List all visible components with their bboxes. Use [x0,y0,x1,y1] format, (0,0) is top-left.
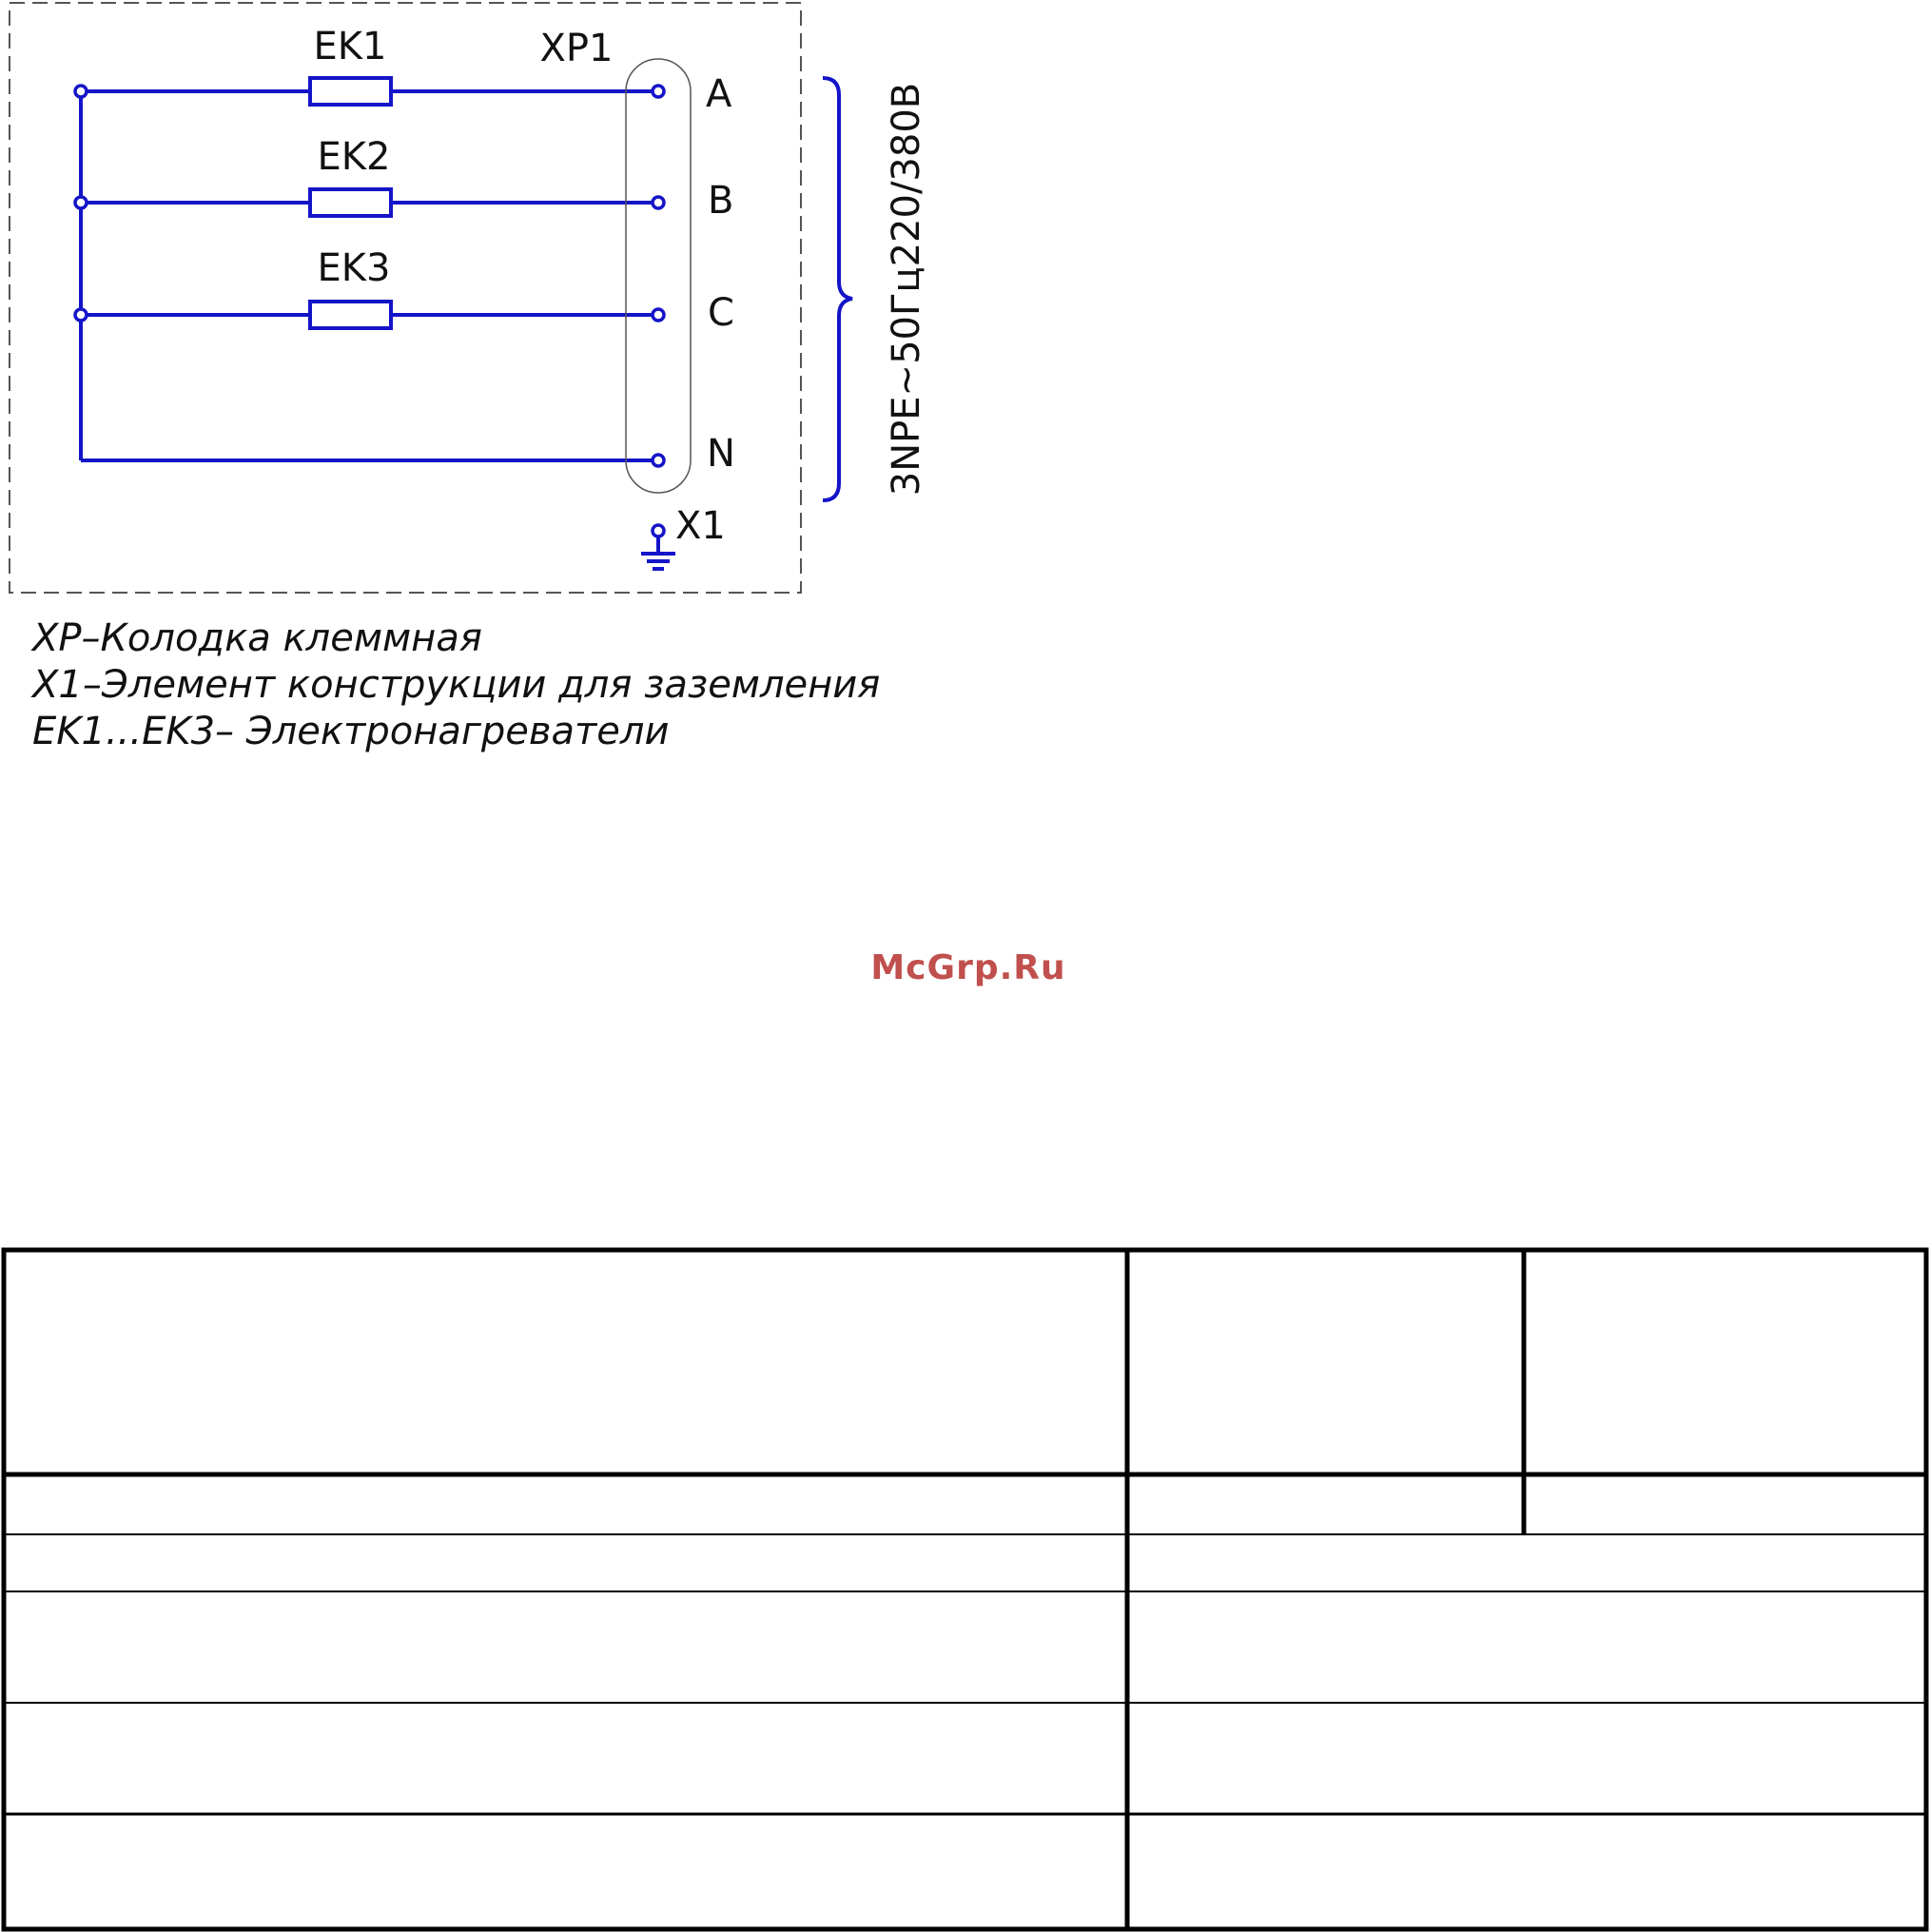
watermark: McGrp.Ru [870,948,1066,987]
resistor-ek3 [310,302,391,328]
label-ek1: EK1 [313,25,387,68]
terminal-a [653,86,664,97]
resistor-ek1 [310,78,391,105]
ground-icon [641,525,675,569]
label-ek2: EK2 [317,135,391,179]
node-c-left [75,309,87,321]
supply-label: 3NPE~50Гц220/380В [885,82,928,497]
legend-line-x1: X1–Элемент конструкции для заземления [32,663,881,707]
title-block-border [4,1250,1926,1929]
node-b-left [75,197,87,208]
terminal-label-n: N [707,432,735,476]
title-block [4,1250,1926,1929]
terminal-b [653,197,664,208]
label-xp1: XP1 [539,27,614,70]
label-x1: X1 [675,504,726,548]
terminal-label-b: B [708,179,734,223]
terminal-label-a: A [706,72,732,116]
resistor-ek2 [310,189,391,216]
terminal-label-c: C [708,291,734,335]
node-a-left [75,86,87,97]
connector-xp1-outline [626,59,691,493]
terminal-n [653,455,664,466]
legend-line-ek: EK1...EK3– Электронагреватели [32,710,670,753]
legend-line-xp: XP–Колодка клеммная [32,616,482,660]
label-ek3: EK3 [317,246,391,290]
terminal-c [653,309,664,321]
supply-brace [823,78,852,500]
